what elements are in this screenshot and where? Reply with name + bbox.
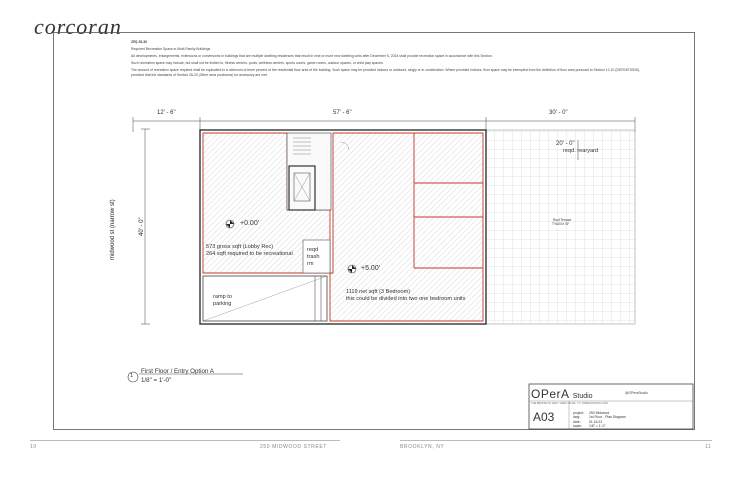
drawing-number: 1 (130, 373, 134, 379)
north-arrow-unit (348, 265, 356, 273)
footer-address: 250 MIDWOOD STREET (260, 444, 327, 450)
ramp-label: parking (213, 301, 232, 307)
elevation-lobby: +0.00' (240, 220, 260, 227)
street-label: midwood st (narrow st) (110, 199, 116, 260)
floor-plan-sheet (53, 32, 695, 430)
dimension-top-right: 30' - 0" (549, 110, 568, 116)
notes-paragraph: Such recreation space may include, but shall not be limited to, fitness centers, pools, wellness centers, sports courts, game rooms, outdoor spaces, or child play spaces. (131, 60, 384, 65)
ramp-label: ramp to (213, 294, 232, 300)
drawing-title-text: First Floor / Entry Option A (141, 368, 214, 375)
studio-address: THE BROOKLYN NAVY YARD / BLDG. 77 | OPERASTUDIO.COM (531, 402, 608, 405)
dwg-value: 1st Floor - Plan Diagram (589, 415, 626, 420)
notes-subheading: Required Recreation Space in Multi-Family Buildings (131, 46, 211, 51)
drawing-title (141, 368, 214, 384)
date-label: date: (573, 419, 581, 424)
dimension-left-vertical: 40' - 0" (139, 217, 145, 236)
notes-paragraph: The amount of recreation space required shall be equivalent to a minimum of three percent of the residential floor area of the building. Such space may be provided indoors or outdoors, singly or in combination. Where provided indoors, floor space may be exempted from the definition of floor area pursuant to Section 12-10 (DEFINITIONS), provided that the standards of Section 28-20 (Other area provisions) for accessory are met. (131, 67, 641, 77)
lobby-area-label: 573 gross sqft (Lobby Rec) (206, 244, 274, 250)
roof-terrace-area: TYAXXX SF (552, 222, 570, 226)
trash-room-label: rm (307, 261, 314, 267)
dimension-top-left: 12' - 6" (157, 110, 176, 116)
zoning-notes (131, 40, 651, 80)
scale-value: 1/8" = 1'-0" (589, 424, 606, 429)
footer-rule-right (400, 440, 712, 441)
project-value: 250 Midwood (589, 411, 610, 415)
footer-page-right: 11 (705, 444, 712, 450)
title-block (529, 384, 693, 429)
roof-terrace-label: Roof Terrace (553, 218, 572, 222)
opera-studio-logo (531, 387, 593, 401)
notes-heading: ZR§ 28-30 (131, 40, 148, 44)
project-label: project: (573, 411, 585, 415)
drawing-scale: 1/8" = 1'-0" (141, 377, 172, 384)
scale-label: scale: (573, 424, 582, 429)
title-block-info (573, 411, 626, 429)
north-arrow-lobby (226, 220, 234, 228)
lobby-requirement-label: 264 sqft required to be recreational (206, 251, 293, 257)
unit-note-label: this could be divided into two one bedroom units (346, 296, 466, 302)
corcoran-logo: corcoran (34, 14, 122, 39)
logo-main: OPerA (531, 387, 569, 401)
notes-paragraph: All developments, enlargements, extensions or conversions in buildings that are multiple dwelling residences that result in nine or more new dwelling units after December 5, 2024 shall provide recreation space in accordance with this Section. (131, 53, 493, 58)
unit-area-label: 1119 net sqft (3 Bedroom) (346, 289, 411, 295)
rear-yard-label: reqd. rearyard (563, 148, 599, 154)
studio-handle: @OPeraStudio (625, 391, 648, 395)
dimension-top-mid: 57' - 6" (333, 110, 352, 116)
date-value: 01.16.22 (589, 419, 603, 424)
elevation-unit: +5.00' (361, 265, 381, 272)
stair-core (287, 133, 331, 210)
footer-page-left: 10 (30, 444, 37, 450)
rear-yard-grid (486, 130, 635, 324)
sheet-number: A03 (533, 410, 555, 424)
dwg-label: dwg: (573, 415, 581, 420)
trash-room-label: trash (307, 254, 320, 260)
dimension-yard: 20' - 0" (556, 141, 575, 147)
footer-rule-left (30, 440, 340, 441)
footer-city: BROOKLYN, NY (400, 444, 445, 450)
trash-room-label: reqd (307, 247, 319, 253)
logo-sub: Studio (572, 393, 593, 400)
